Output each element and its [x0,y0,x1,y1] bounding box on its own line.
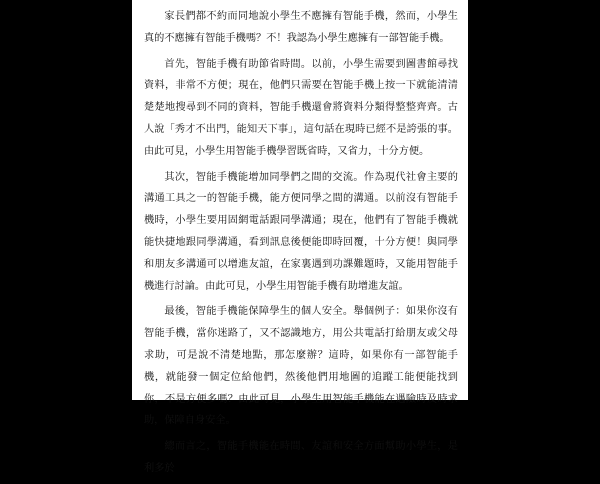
paragraph-safety: 最後，智能手機能保障學生的個人安全。舉個例子：如果你沒有智能手機，當你迷路了，又不認識地方，用公共電話打給朋友或父母求助，可是說不清楚地點，那怎麼辦？這時，如果你有一部智能手機，就能發一個定位給他們，然後他們用地圖的追蹤工能便能找到你，不是方便多嗎？由此可見，小學生用智能手機能在遇險時及時求助，保障自身安全。 [144,306,458,427]
document-page [132,0,468,474]
paragraph-saves-time: 首先，智能手機有助節省時間。以前，小學生需要到圖書館尋找資料，非常不方便；現在，他們只需要在智能手機上按一下就能清清楚楚地搜尋到不同的資料，智能手機還會將資料分類得整整齊齊。古人說「秀才不出門，能知天下事」，這句話在現時已經不是誇張的事。由此可見，小學生用智能手機學習既省時，又省力，十分方便。 [144,58,458,157]
paragraph-conclusion: 總而言之，智能手機能在時間、友誼和安全方面幫助小學生，是利多於 [144,441,458,474]
paragraph-communication: 其次，智能手機能增加同學們之間的交流。作為現代社會主要的溝通工具之一的智能手機，能方便同學之間的溝通。以前沒有智能手機時，小學生要用固網電話跟同學溝通；現在，他們有了智能手機就能快捷地跟同學溝通，看到訊息後便能即時回覆，十分方便！與同學和朋友多溝通可以增進友誼，在家裏遇到功課難題時，又能用智能手機進行討論。由此可見，小學生用智能手機有助增進友誼。 [144,171,458,292]
essay-body [144,6,458,484]
paragraph-intro: 家長們都不約而同地說小學生不應擁有智能手機，然而，小學生真的不應擁有智能手機嗎？不！我認為小學生應擁有一部智能手機。 [144,11,458,44]
